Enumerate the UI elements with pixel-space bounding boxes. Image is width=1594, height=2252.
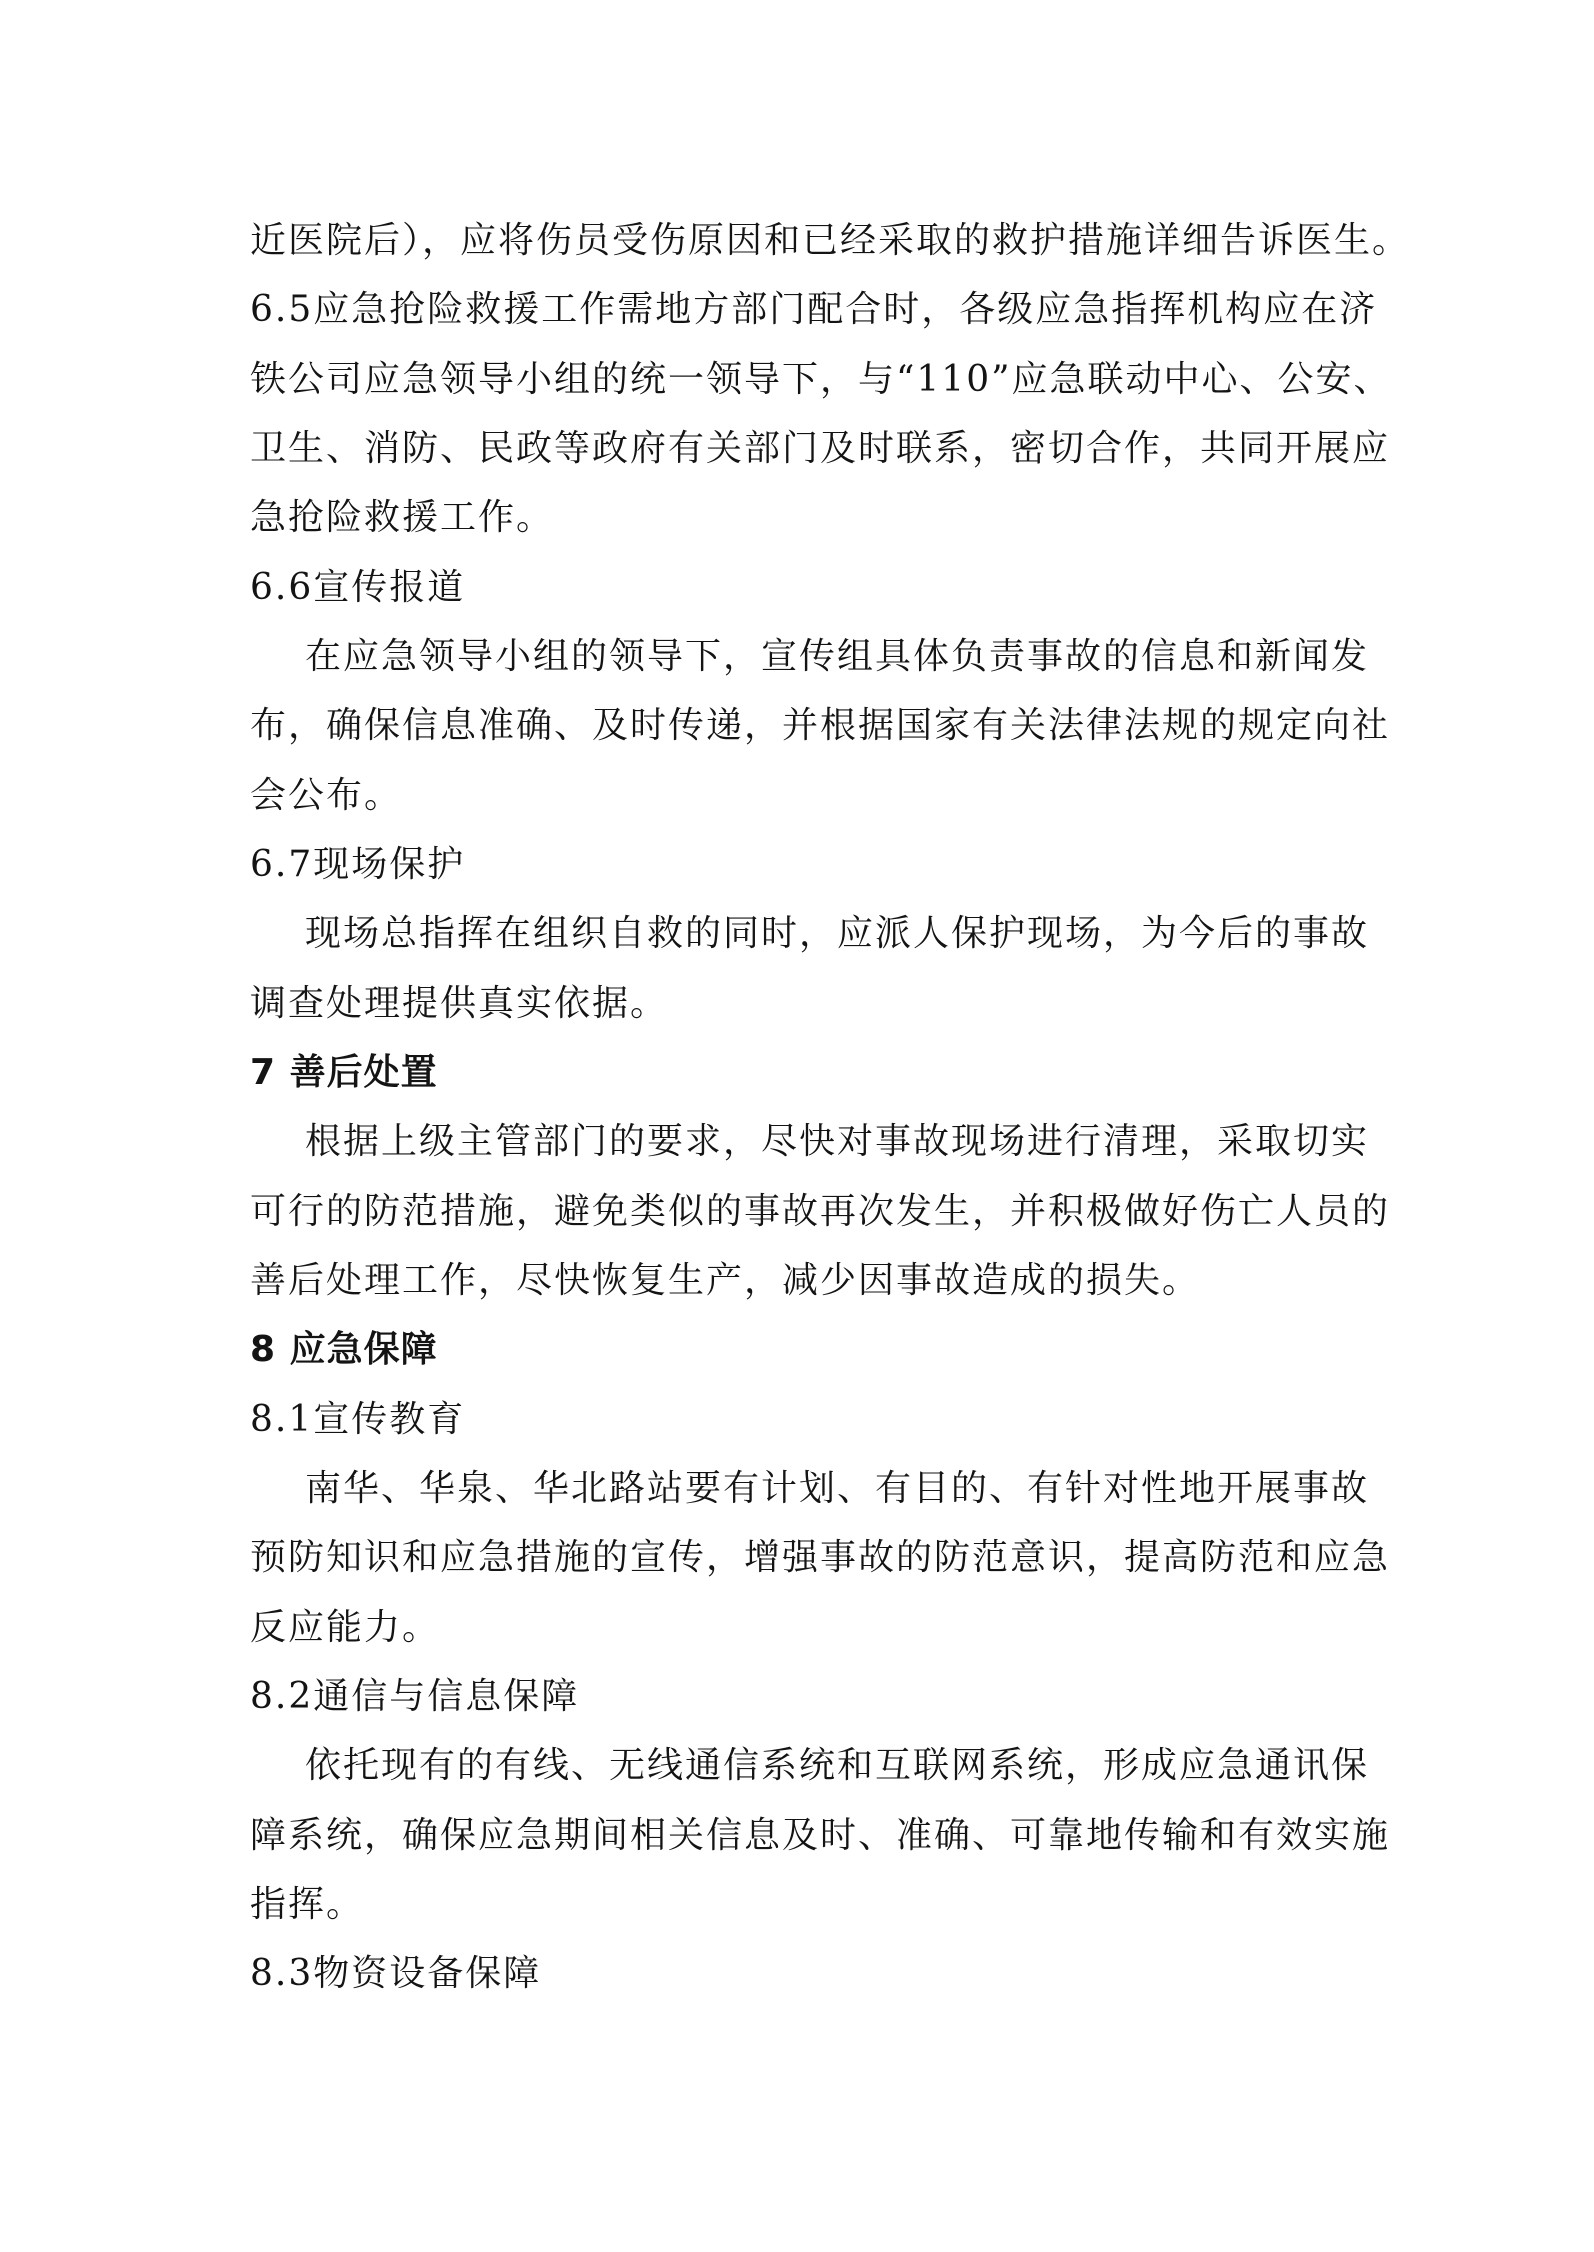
body-text-line: 南华、华泉、华北路站要有计划、有目的、有针对性地开展事故 xyxy=(305,1468,1370,1509)
body-text-line: 近医院后），应将伤员受伤原因和已经采取的救护措施详细告诉医生。 xyxy=(250,220,1411,261)
section-heading-7: 7 善后处置 xyxy=(250,1052,438,1093)
body-text-line: 可行的防范措施，避免类似的事故再次发生，并积极做好伤亡人员的 xyxy=(250,1191,1391,1232)
body-text-line: 现场总指挥在组织自救的同时，应派人保护现场，为今后的事故 xyxy=(305,913,1370,954)
body-text-line: 根据上级主管部门的要求，尽快对事故现场进行清理，采取切实 xyxy=(305,1121,1370,1162)
body-text-line: 铁公司应急领导小组的统一领导下，与“110”应急联动中心、公安、 xyxy=(250,359,1392,400)
body-text-line: 善后处理工作，尽快恢复生产，减少因事故造成的损失。 xyxy=(250,1260,1201,1301)
body-text-line: 在应急领导小组的领导下，宣传组具体负责事故的信息和新闻发 xyxy=(305,636,1370,677)
subsection-heading-6-6: 6.6宣传报道 xyxy=(250,567,466,608)
subsection-heading-8-1: 8.1宣传教育 xyxy=(250,1399,466,1440)
section-6-5-text: 6.5应急抢险救援工作需地方部门配合时，各级应急指挥机构应在济 xyxy=(250,289,1378,330)
body-text-line: 反应能力。 xyxy=(250,1607,441,1648)
body-text-line: 预防知识和应急措施的宣传，增强事故的防范意识，提高防范和应急 xyxy=(250,1537,1391,1578)
section-heading-8: 8 应急保障 xyxy=(250,1329,438,1370)
body-text-line: 调查处理提供真实依据。 xyxy=(250,983,669,1024)
body-text-line: 布，确保信息准确、及时传递，并根据国家有关法律法规的规定向社 xyxy=(250,705,1391,746)
subsection-heading-8-3: 8.3物资设备保障 xyxy=(250,1953,542,1994)
body-text-line: 急抢险救援工作。 xyxy=(250,497,555,538)
body-text-line: 依托现有的有线、无线通信系统和互联网系统，形成应急通讯保 xyxy=(305,1745,1370,1786)
body-text-line: 指挥。 xyxy=(250,1884,365,1925)
subsection-heading-8-2: 8.2通信与信息保障 xyxy=(250,1676,580,1717)
body-text-line: 会公布。 xyxy=(250,775,403,816)
body-text-line: 障系统，确保应急期间相关信息及时、准确、可靠地传输和有效实施 xyxy=(250,1815,1391,1856)
subsection-heading-6-7: 6.7现场保护 xyxy=(250,844,466,885)
body-text-line: 卫生、消防、民政等政府有关部门及时联系，密切合作，共同开展应 xyxy=(250,428,1391,469)
